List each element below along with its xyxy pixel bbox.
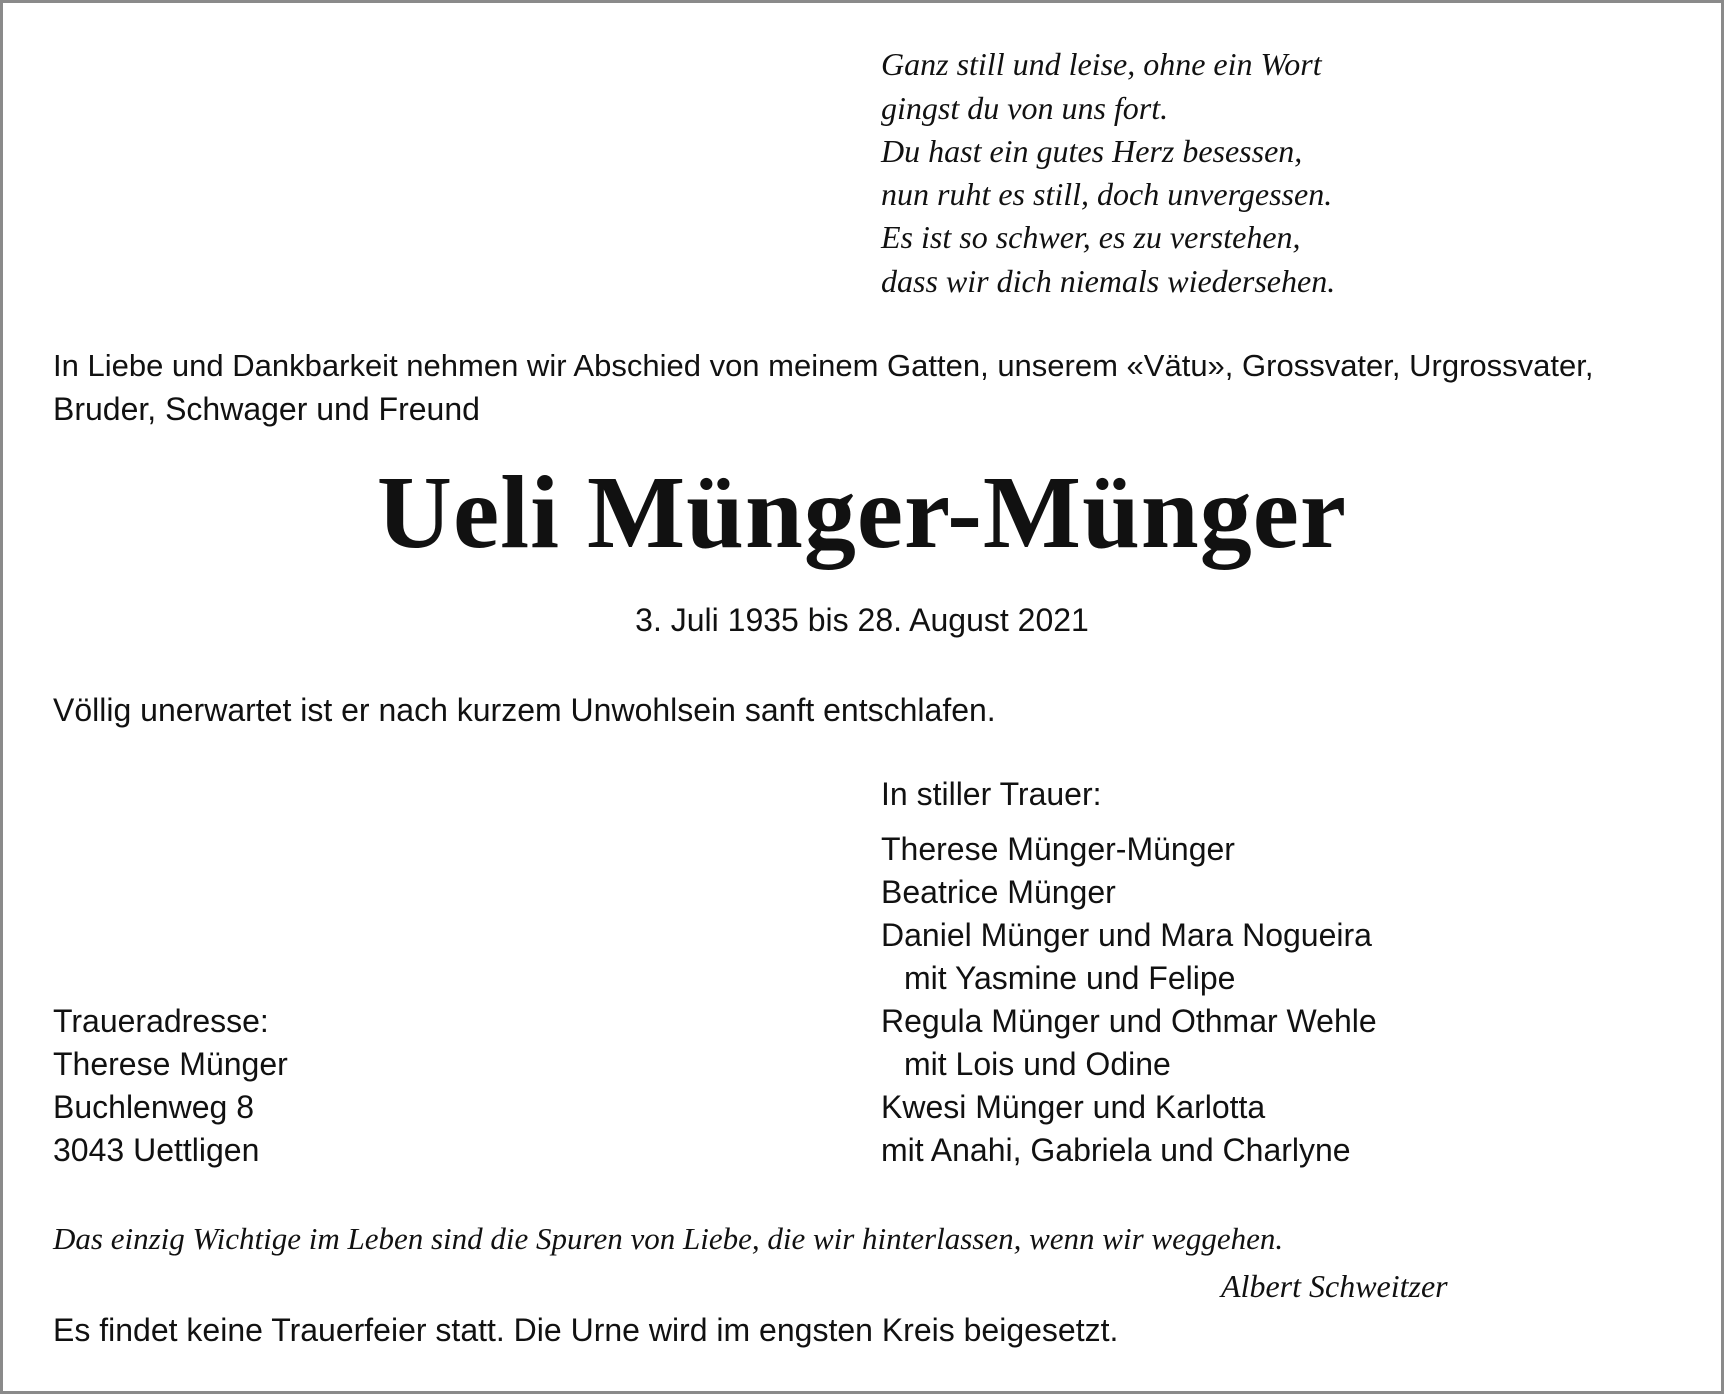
closing-note: Es findet keine Trauerfeier statt. Die Urne wird im engsten Kreis beigesetzt. <box>53 1312 1119 1348</box>
intro-line: Bruder, Schwager und Freund <box>53 391 480 427</box>
death-statement: Völlig unerwartet ist er nach kurzem Unwohlsein sanft entschlafen. <box>53 692 996 728</box>
intro-line: In Liebe und Dankbarkeit nehmen wir Abschied von meinem Gatten, unserem «Vätu», Grossvater, Urgrossvater, <box>53 348 1594 383</box>
mourners-heading: In stiller Trauer: <box>881 776 1102 812</box>
poem-line: nun ruht es still, doch unvergessen. <box>881 176 1333 212</box>
mourner-entry: mit Lois und Odine <box>904 1046 1171 1082</box>
quote-author: Albert Schweitzer <box>1221 1268 1448 1304</box>
poem-line: Ganz still und leise, ohne ein Wort <box>881 46 1322 82</box>
mourner-entry: Therese Münger-Münger <box>881 831 1235 867</box>
poem-line: gingst du von uns fort. <box>881 90 1169 126</box>
deceased-name: Ueli Münger-Münger <box>376 455 1348 570</box>
quote-text: Das einzig Wichtige im Leben sind die Spuren von Liebe, die wir hinterlassen, wenn wir weggehen. <box>53 1221 1284 1256</box>
address-line: Buchlenweg 8 <box>53 1089 255 1125</box>
mourner-entry: mit Anahi, Gabriela und Charlyne <box>881 1132 1351 1168</box>
mourner-entry: mit Yasmine und Felipe <box>904 960 1236 996</box>
life-dates: 3. Juli 1935 bis 28. August 2021 <box>635 602 1089 638</box>
poem-line: Du hast ein gutes Herz besessen, <box>881 133 1303 169</box>
address-line: 3043 Uettligen <box>53 1132 260 1168</box>
address-line: Therese Münger <box>53 1046 288 1082</box>
mourner-entry: Regula Münger und Othmar Wehle <box>881 1003 1377 1039</box>
mourner-entry: Kwesi Münger und Karlotta <box>881 1089 1266 1125</box>
mourner-entry: Beatrice Münger <box>881 874 1116 910</box>
address-heading: Traueradresse: <box>53 1003 269 1039</box>
mourner-entry: Daniel Münger und Mara Nogueira <box>881 917 1372 953</box>
poem-line: dass wir dich niemals wiedersehen. <box>881 263 1336 299</box>
poem-line: Es ist so schwer, es zu verstehen, <box>881 219 1301 255</box>
